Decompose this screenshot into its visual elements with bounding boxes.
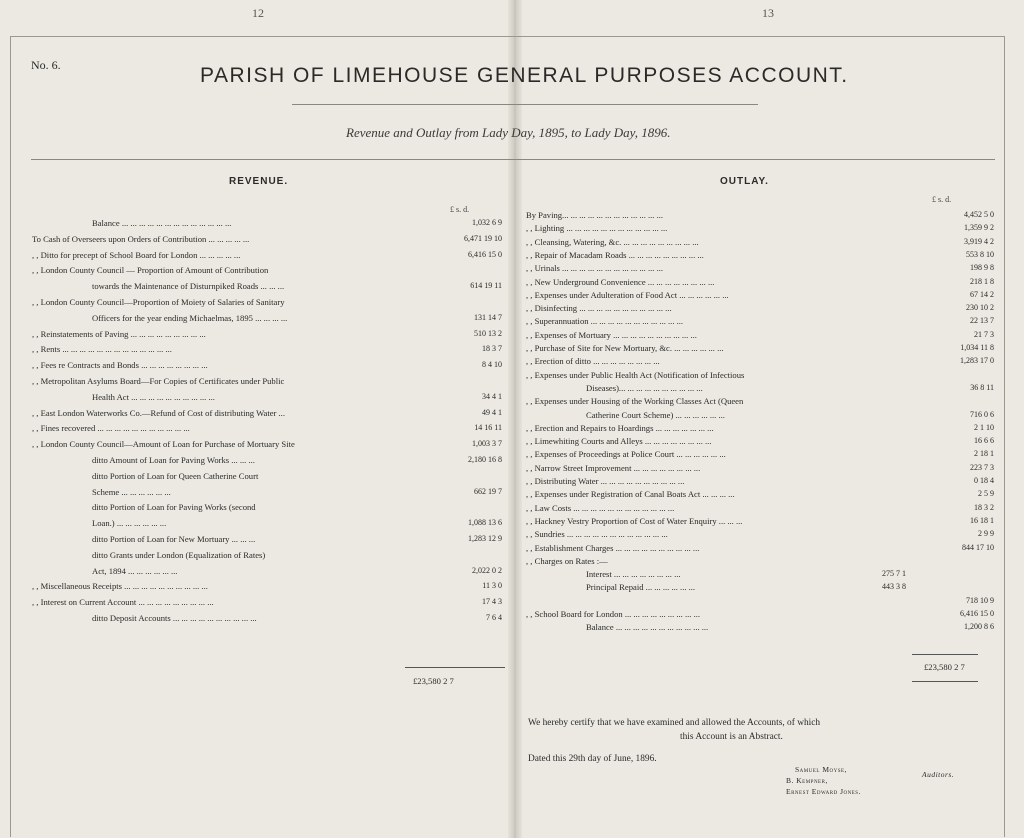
- revenue-line-label: Act, 1894 ... ... ... ... ... ...: [92, 565, 178, 576]
- outlay-line-label: , , Distributing Water ... ... ... ... ... ... ... ... ... ...: [526, 476, 685, 486]
- outlay-line-label: , , Charges on Rates :—: [526, 555, 608, 566]
- revenue-total-rule: [405, 667, 505, 668]
- outlay-line-amount: 718 10 9: [966, 595, 994, 605]
- outlay-line-amount: 218 1 8: [970, 276, 994, 286]
- revenue-line-label: , , East London Waterworks Co.—Refund of Cost of distributing Water ...: [32, 407, 285, 418]
- document-number: No. 6.: [31, 58, 61, 72]
- outlay-line-label: , , Erection of ditto ... ... ... ... ... ... ... ...: [526, 356, 660, 367]
- outlay-line-label: Interest ... ... ... ... ... ... ... ...: [586, 569, 681, 580]
- revenue-line-amount: 1,088 13 6: [468, 518, 502, 528]
- outlay-line-label: , , Lighting ... ... ... ... ... ... ... ... ... ... ... ...: [526, 223, 668, 234]
- outlay-line-label: , , Limewhiting Courts and Alleys ... ... ... ... ... ... ... ...: [526, 436, 712, 447]
- revenue-line-label: , , London County Council—Amount of Loan for Purchase of Mortuary Site: [32, 439, 295, 450]
- revenue-line-amount: 34 4 1: [482, 391, 502, 401]
- revenue-line-label: , , London County Council — Proportion of Amount of Contribution: [32, 265, 269, 276]
- outlay-total-rule-bottom: [912, 681, 978, 682]
- revenue-line-amount: 14 16 11: [474, 423, 502, 433]
- outlay-line-amount: 18 3 2: [974, 502, 994, 512]
- outlay-line-label: , , Expenses of Mortuary ... ... ... ... ... ... ... ... ... ...: [526, 329, 697, 340]
- page-number-left: 12: [252, 6, 264, 20]
- auditors-label: Auditors.: [922, 770, 955, 779]
- outlay-line-label: , , Cleansing, Watering, &c. ... ... ... ... ... ... ... ... ...: [526, 236, 699, 247]
- outlay-total-rule-top: [912, 654, 978, 655]
- outlay-line-label: Balance ... ... ... ... ... ... ... ... ... ... ...: [586, 622, 709, 633]
- revenue-line-amount: 1,003 3 7: [472, 439, 502, 449]
- revenue-line-amount: 18 3 7: [482, 344, 502, 354]
- outlay-line-label: , , Sundries ... ... ... ... ... ... ... ... ... ... ... ...: [526, 529, 668, 540]
- revenue-line-label: , , Fines recovered ... ... ... ... ... ... ... ... ... ... ...: [32, 423, 190, 434]
- revenue-heading: REVENUE.: [229, 176, 289, 187]
- outlay-line-amount: 230 10 2: [966, 303, 994, 313]
- revenue-line-label: Balance ... ... ... ... ... ... ... ... ... ... ... ... ...: [92, 218, 232, 228]
- revenue-line-label: ditto Deposit Accounts ... ... ... ... ... ... ... ... ... ...: [92, 613, 257, 623]
- outlay-currency-header: £ s. d.: [932, 195, 952, 204]
- outlay-line-label: , , Expenses under Adulteration of Food Act ... ... ... ... ... ...: [526, 289, 729, 300]
- revenue-line-label: , , Fees re Contracts and Bonds ... ... ... ... ... ... ... ...: [32, 360, 208, 371]
- dated-line: Dated this 29th day of June, 1896.: [528, 754, 657, 764]
- outlay-line-amount: 1,283 17 0: [960, 356, 994, 366]
- revenue-line-label: Health Act ... ... ... ... ... ... ... ... ... ...: [92, 391, 215, 402]
- auditor-name: Samuel Moyse,: [795, 765, 847, 774]
- outlay-line-amount: 716 0 6: [970, 409, 994, 419]
- revenue-line-label: , , Miscellaneous Receipts ... ... ... ... ... ... ... ... ... ...: [32, 581, 208, 592]
- outlay-line-subamount: 443 3 8: [882, 582, 906, 592]
- outlay-line-label: , , Disinfecting ... ... ... ... ... ... ... ... ... ... ...: [526, 303, 672, 314]
- revenue-line-label: Officers for the year ending Michaelmas, 1895 ... ... ... ...: [92, 312, 288, 323]
- revenue-line-label: ditto Grants under London (Equalization of Rates): [92, 549, 266, 560]
- outlay-line-label: Principal Repaid ... ... ... ... ... ...: [586, 582, 696, 593]
- outlay-line-label: , , School Board for London ... ... ... ... ... ... ... ... ...: [526, 609, 701, 619]
- outlay-line-label: , , Expenses under Public Health Act (Notification of Infectious: [526, 369, 745, 380]
- outlay-line-label: , , Expenses under Registration of Canal Boats Act ... ... ... ...: [526, 489, 735, 500]
- outlay-line-amount: 0 18 4: [974, 476, 994, 485]
- revenue-line-label: , , Metropolitan Asylums Board—For Copies of Certificates under Public: [32, 376, 285, 386]
- revenue-line-label: , , Rents ... ... ... ... ... ... ... ... ... ... ... ... ...: [32, 344, 172, 355]
- revenue-line-label: ditto Portion of Loan for Paving Works (second: [92, 502, 256, 513]
- page-number-right: 13: [762, 6, 774, 20]
- revenue-line-amount: 6,471 19 10: [464, 233, 502, 243]
- outlay-line-amount: 1,200 8 6: [964, 622, 994, 632]
- outlay-line-label: , , Expenses of Proceedings at Police Court ... ... ... ... ... ...: [526, 449, 726, 460]
- header-rule: [31, 159, 995, 160]
- page-title: PARISH OF LIMEHOUSE GENERAL PURPOSES ACCOUNT.: [200, 64, 849, 87]
- outlay-line-amount: 16 18 1: [970, 515, 994, 525]
- revenue-line-amount: 7 6 4: [486, 613, 502, 622]
- outlay-line-label: , , New Underground Convenience ... ... ... ... ... ... ... ...: [526, 276, 715, 287]
- revenue-line-amount: 614 19 11: [470, 281, 502, 291]
- revenue-line-amount: 131 14 7: [474, 312, 502, 322]
- revenue-line-label: Loan.) ... ... ... ... ... ...: [92, 518, 167, 529]
- outlay-line-amount: 1,034 11 8: [960, 343, 994, 352]
- outlay-line-label: , , Purchase of Site for New Mortuary, &c. ... ... ... ... ... ...: [526, 343, 724, 353]
- outlay-line-amount: 844 17 10: [962, 542, 994, 552]
- outlay-line-label: , , Urinals ... ... ... ... ... ... ... ... ... ... ... ...: [526, 263, 664, 274]
- outlay-line-amount: 1,359 9 2: [964, 223, 994, 233]
- revenue-line-label: , , Reinstatements of Paving ... ... ... ... ... ... ... ... ...: [32, 328, 206, 339]
- revenue-line-label: ditto Amount of Loan for Paving Works ... ... ...: [92, 455, 255, 465]
- outlay-line-label: , , Narrow Street Improvement ... ... ... ... ... ... ... ...: [526, 462, 701, 473]
- outlay-line-label: , , Hackney Vestry Proportion of Cost of Water Enquiry ... ... ...: [526, 515, 743, 526]
- outlay-line-amount: 22 13 7: [970, 316, 994, 326]
- revenue-total: £23,580 2 7: [413, 676, 454, 686]
- outlay-line-amount: 2 5 9: [978, 489, 994, 499]
- outlay-line-amount: 21 7 3: [974, 329, 994, 339]
- revenue-line-amount: 2,180 16 8: [468, 455, 502, 464]
- outlay-line-label: Catherine Court Scheme) ... ... ... ... ... ...: [586, 409, 725, 420]
- outlay-line-label: , , Law Costs ... ... ... ... ... ... ... ... ... ... ... ...: [526, 502, 675, 513]
- auditor-name: Ernest Edward Jones.: [786, 787, 861, 796]
- outlay-line-amount: 2 18 1: [974, 449, 994, 459]
- outlay-line-amount: 36 8 11: [970, 382, 994, 392]
- outlay-line-amount: 4,452 5 0: [964, 210, 994, 219]
- outlay-heading: OUTLAY.: [720, 176, 769, 187]
- auditor-name: B. Kempner,: [786, 776, 828, 785]
- revenue-line-amount: 662 19 7: [474, 486, 502, 496]
- revenue-line-label: ditto Portion of Loan for Queen Catherine Court: [92, 470, 259, 481]
- outlay-line-amount: 2 1 10: [974, 422, 994, 432]
- outlay-line-label: , , Establishment Charges ... ... ... ... ... ... ... ... ... ...: [526, 542, 700, 553]
- outlay-line-label: , , Erection and Repairs to Hoardings ... ... ... ... ... ... ...: [526, 422, 714, 433]
- revenue-line-amount: 2,022 0 2: [472, 565, 502, 575]
- revenue-line-amount: 6,416 15 0: [468, 249, 502, 259]
- outlay-line-amount: 3,919 4 2: [964, 236, 994, 246]
- revenue-line-amount: 49 4 1: [482, 407, 502, 417]
- outlay-line-amount: 2 9 9: [978, 529, 994, 539]
- revenue-line-label: , , London County Council—Proportion of Moiety of Salaries of Sanitary: [32, 297, 285, 307]
- outlay-line-amount: 223 7 3: [970, 462, 994, 472]
- outlay-line-label: By Paving... ... ... ... ... ... ... ... ... ... ... ...: [526, 210, 664, 220]
- outlay-line-label: , , Superannuation ... ... ... ... ... ... ... ... ... ... ...: [526, 316, 684, 327]
- certification-text-2: this Account is an Abstract.: [680, 732, 783, 742]
- revenue-line-amount: 11 3 0: [482, 581, 502, 591]
- outlay-line-label: , , Repair of Macadam Roads ... ... ... ... ... ... ... ... ...: [526, 249, 704, 260]
- revenue-line-amount: 8 4 10: [482, 360, 502, 370]
- revenue-line-label: ditto Portion of Loan for New Mortuary ... ... ...: [92, 534, 256, 544]
- outlay-line-amount: 67 14 2: [970, 289, 994, 299]
- revenue-currency-header: £ s. d.: [450, 205, 470, 214]
- revenue-line-label: , , Ditto for precept of School Board for London ... ... ... ... ...: [32, 249, 241, 260]
- outlay-line-amount: 6,416 15 0: [960, 609, 994, 618]
- outlay-line-amount: 16 6 6: [974, 436, 994, 446]
- title-rule: [292, 104, 758, 105]
- revenue-line-amount: 17 4 3: [482, 597, 502, 607]
- revenue-line-amount: 1,283 12 9: [468, 534, 502, 543]
- outlay-total: £23,580 2 7: [924, 662, 965, 672]
- revenue-line-label: , , Interest on Current Account ... ... ... ... ... ... ... ... ...: [32, 597, 214, 608]
- outlay-line-label: , , Expenses under Housing of the Working Classes Act (Queen: [526, 396, 744, 407]
- outlay-line-subamount: 275 7 1: [882, 569, 906, 579]
- revenue-line-label: towards the Maintenance of Disturnpiked Roads ... ... ...: [92, 281, 285, 292]
- revenue-line-label: Scheme ... ... ... ... ... ...: [92, 486, 171, 497]
- outlay-line-label: Diseases)... ... ... ... ... ... ... ... ... ...: [586, 382, 703, 393]
- outlay-line-amount: 198 9 8: [970, 263, 994, 273]
- revenue-line-label: To Cash of Overseers upon Orders of Contribution ... ... ... ... ...: [32, 233, 250, 244]
- revenue-line-amount: 1,032 6 9: [472, 218, 502, 227]
- outlay-line-amount: 553 8 10: [966, 249, 994, 259]
- certification-text: We hereby certify that we have examined and allowed the Accounts, of which: [528, 718, 821, 728]
- page-subtitle: Revenue and Outlay from Lady Day, 1895, to Lady Day, 1896.: [346, 125, 671, 140]
- revenue-line-amount: 510 13 2: [474, 328, 502, 338]
